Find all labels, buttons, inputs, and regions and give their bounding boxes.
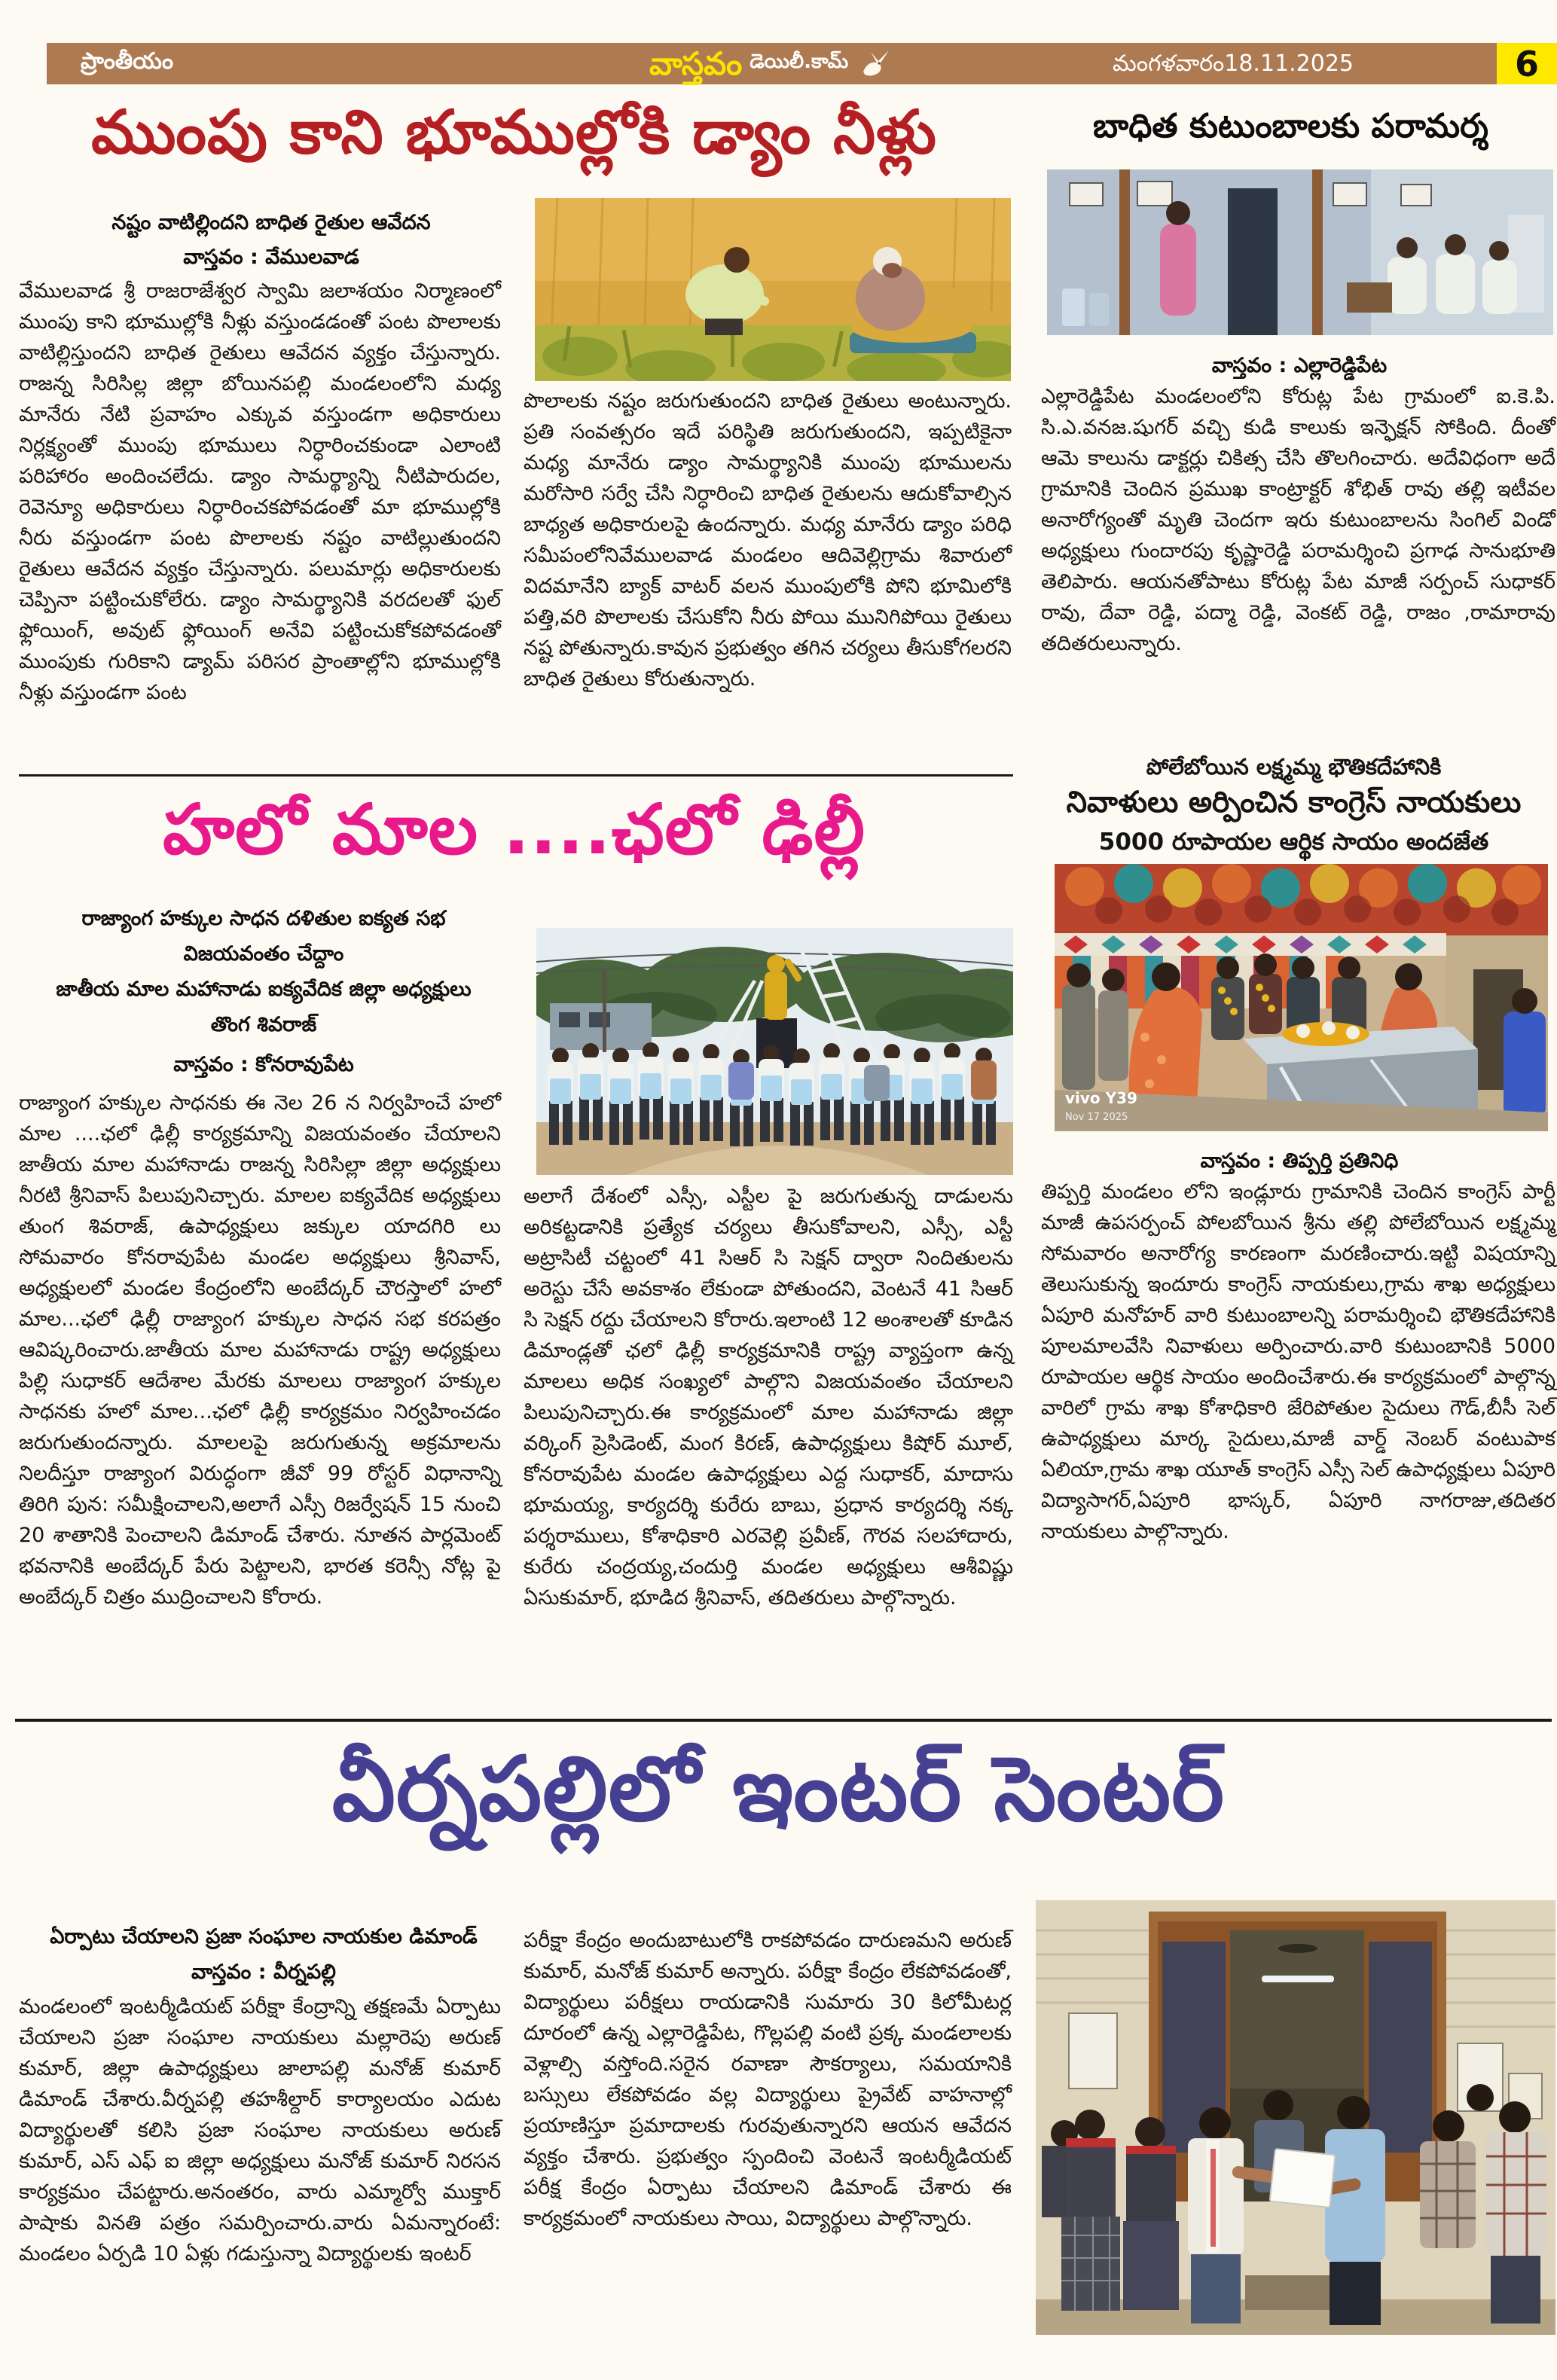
headline-condolence: బాధిత కుటుంబాలకు పరామర్శ <box>1093 107 1488 145</box>
subhead-chalo-4: తొంగ శివరాజ్ <box>210 1013 317 1036</box>
photo-watermark: vivo Y39 <box>1065 1089 1137 1107</box>
dateline-condolence: వాస్తవం : ఎల్లారెడ్డిపేట <box>1211 354 1388 377</box>
headline-inter-center: వీర్నపల్లిలో ఇంటర్ సెంటర్ <box>331 1737 1226 1841</box>
body-dam-water-col2: పొలాలకు నష్టం జరుగుతుందని బాధిత రైతులు అంటున్నారు. ప్రతి సంవత్సరం ఇదే పరిస్థితి జరుగుతుందని, ఇప్పటికైనా మధ్య మానేరు డ్యాం సామర్థ్యానికి ముంపు భూములను మరోసారి సర్వే చేసి నిర్ధారించి బాధిత రైతులను ఆదుకోవాల్సిన బాధ్యత అధికారులపై ఉందన్నారు. మధ్య మానేరు డ్యాం పరిధి సమీపంలోనివేములవాడ మండలం ఆదివెల్లిగ్రామ శివారులో విదమానేని బ్యాక్ వాటర్ వలన ముంపులోకి పోని భూమిలోకి పత్తి,వరి పొలాలకు చేసుకోని నీరు పోయి మునిగిపోయి రైతులు నష్ట పోతున్నారు.కావున ప్రభుత్వం తగిన చర్యలు తీసుకోగలరని బాధిత రైతులు కోరుతున్నారు. <box>524 389 1012 691</box>
dateline-inter: వాస్తవం : వీర్నపల్లి <box>191 1960 336 1984</box>
subhead-chalo-3: జాతీయ మాల మహానాడు ఐక్యవేదిక జిల్లా అధ్యక్షులు <box>56 978 472 1001</box>
body-tribute: తిప్పర్తి మండలం లోని ఇండ్లూరు గ్రామానికి చెందిన కాంగ్రెస్ పార్టీ మాజీ ఉపసర్పంచ్ పోలబోయిన శ్రీను తల్లి పోలేబోయిన లక్ష్మమ్మ సోమవారం అనారోగ్య కారణంగా మరణించారు.ఇట్టి విషయాన్ని తెలుసుకున్న ఇందూరు కాంగ్రెస్ నాయకులు,గ్రామ శాఖ అధ్యక్షులు ఏపూరి మనోహర్ వారి కుటుంబాలన్ని పరామర్శించి భౌతికదేహానికి పూలమాలవేసి నివాళులు అర్పించారు.వారి కుటుంబానికి 5000 రూపాయల ఆర్థిక సాయం అందించేశారు.ఈ కార్యక్రమంలో పాల్గొన్న వారిలో గ్రామ శాఖ కోశాధికారి జేరిపోతుల సైదులు గౌడ్,బీసీ సెల్ ఉపాధ్యక్షులు మార్క సైదులు,మాజీ వార్డ్ నెంబర్ వంటుపాక ఏలియా,గ్రామ శాఖ యూత్ కాంగ్రెస్ ఎస్సీ సెల్ ఉపాధ్యక్షులు ఏపూరి విద్యాసాగర్,ఏపూరి భాస్కర్, ఏపూరి నాగరాజు,తదితర నాయకులు పాల్గొన్నారు. <box>1041 1180 1555 1543</box>
dove-icon <box>856 46 892 82</box>
photo-ambedkar-statue-group <box>536 928 1013 1175</box>
subhead-tribute-3: 5000 రూపాయల ఆర్థిక సాయం అందజేత <box>1098 828 1489 856</box>
body-condolence: ఎల్లారెడ్డిపేట మండలంలోని కోరుట్ల పేట గ్రామంలో ఐ.కె.పి. సి.ఎ.వనజ.షుగర్ వచ్చి కుడి కాలుకు ఇన్ఫెక్షన్ సోకింది. దీంతో ఆమె కాలును డాక్టర్లు చికిత్స చేసి తొలగించారు. అదేవిధంగా అదే గ్రామానికి చెందిన ప్రముఖ కాంట్రాక్టర్ శోభిత్ రావు తల్లి ఇటీవల అనారోగ్యంతో మృతి చెందగా ఇరు కుటుంబాలను సింగిల్ విండో అధ్యక్షులు గుందారపు కృష్ణారెడ్డి పరామర్శించి ప్రగాఢ సానుభూతి తెలిపారు. ఆయనతోపాటు కోరుట్ల పేట మాజీ సర్పంచ్ సుధాకర్ రావు, దేవా రెడ్డి, పద్మా రెడ్డి, వెంకట్ రెడ్డి, రాజం ,రామారావు తదితరులున్నారు. <box>1041 385 1555 655</box>
brand-name: వాస్తవం <box>649 45 743 82</box>
section-label: ప్రాంతీయం <box>81 47 174 75</box>
body-chalo-col1: రాజ్యాంగ హక్కుల సాధనకు ఈ నెల 26 న నిర్వహించే హలో మాల ....ఛలో ఢిల్లీ కార్యక్రమాన్ని విజయవంతం చేయాలని జాతీయ మాల మహానాడు రాజన్న సిరిసిల్లా జిల్లా అధ్యక్షులు నీరటి శ్రీనివాస్ పిలుపునిచ్చారు. మాలల ఐక్యవేదిక అధ్యక్షులు తుంగ శివరాజ్, ఉపాధ్యక్షులు జక్కుల యాదగిరి లు సోమవారం కోనరావుపేట మండల అధ్యక్షులు శ్రీనివాస్, అధ్యక్షులలో మండల కేంద్రంలోని అంబేద్కర్ చౌరస్తాలో హలో మాల...ఛలో ఢిల్లీ రాజ్యాంగ హక్కుల సాధన సభ కరపత్రం ఆవిష్కరించారు.జాతీయ మాల మహానాడు రాష్ట్ర అధ్యక్షులు పిల్లి సుధాకర్ ఆదేశాల మేరకు మాలలు రాజ్యాంగ హక్కుల సాధనకు హలో మాల...ఛలో ఢిల్లీ కార్యక్రమం నిర్వహించడం జరుగుతుందన్నారు. మాలలపై జరుగుతున్న అక్రమాలను నిలదీస్తూ రాజ్యాంగ విరుద్ధంగా జీవో 99 రోస్టర్ విధానాన్ని తిరిగి పున: సమీక్షించాలని,అలాగే ఎస్సీ రిజర్వేషన్ 15 నుంచి 20 శాతానికి పెంచాలని డిమాండ్ చేశారు. నూతన పార్లమెంట్ భవనానికి అంబేద్కర్ పేరు పెట్టాలని, భారత కరెన్సీ నోట్ల పై అంబేద్కర్ చిత్రం ముద్రించాలని కోరారు. <box>19 1091 501 1609</box>
subhead-dam-water: నష్టం వాటిల్లిందని బాధిత రైతుల ఆవేదన <box>111 211 431 234</box>
section-rule-1 <box>19 774 1013 777</box>
headline-chalo-delhi: హలో మాల ....ఛలో ఢిల్లీ <box>163 789 866 870</box>
subhead-tribute-1: పోలేబోయిన లక్ష్మమ్మ భౌతికదేహానికి <box>1146 754 1442 780</box>
body-inter-col1: మండలంలో ఇంటర్మీడియట్ పరీక్షా కేంద్రాన్ని తక్షణమే ఏర్పాటు చేయాలని ప్రజా సంఘాల నాయకులు మల్లారెపు అరుణ్ కుమార్, జిల్లా ఉపాధ్యక్షులు జాలాపల్లి మనోజ్ కుమార్ డిమాండ్ చేశారు.వీర్నపల్లి తహశీల్దార్ కార్యాలయం ఎదుట విద్యార్థులతో కలిసి ప్రజా సంఘాల నాయకులు అరుణ్ కుమార్, ఎస్ ఎఫ్ ఐ జిల్లా అధ్యక్షులు మనోజ్ కుమార్ నిరసన కార్యక్రమం చేపట్టారు.అనంతరం, వారు ఎమ్మార్వో ముక్తార్ పాషాకు వినతి పత్రం సమర్పించారు.వారు ఏమన్నారంటే: మండలం ఏర్పడి 10 ఏళ్లు గడుస్తున్నా విద్యార్థులకు ఇంటర్ <box>19 1995 501 2266</box>
photo-memorandum-students <box>1036 1900 1555 2335</box>
headline-dam-water: ముంపు కాని భూముల్లోకి డ్యాం నీళ్లు <box>91 97 937 167</box>
subhead-chalo-2: విజయవంతం చేద్దాం <box>183 942 344 966</box>
photo-funeral-tent <box>1055 864 1548 1131</box>
dateline-chalo: వాస్తవం : కోనరావుపేట <box>173 1053 354 1076</box>
section-rule-2 <box>15 1719 1552 1722</box>
body-dam-water-col1: వేములవాడ శ్రీ రాజరాజేశ్వర స్వామి జలాశయం నిర్మాణంలో ముంపు కాని భూముల్లోకి నీళ్లు వస్తుండడంతో పంట పొలాలకు వాటిల్లిస్తుందని బాధిత రైతులు ఆవేదన వ్యక్తం చేస్తున్నారు. రాజన్న సిరిసిల్ల జిల్లా బోయినపల్లి మండలంలోని మధ్య మానేరు నేటి ప్రవాహం ఎక్కువ వస్తుండగా అధికారులు నిర్లక్ష్యంతో ముంపు భూములు నిర్ధారించకుండా ఎలాంటి పరిహారం అందించలేదు. డ్యాం సామర్థ్యాన్ని నీటిపారుదల, రెవెన్యూ అధికారులు నిర్ధారించకపోవడంతో మా భూముల్లోకి నీరు వస్తుండగా పంట పొలాలకు నష్టం వాటిల్లుతుందని రైతులు ఆవేదన వ్యక్తం చేస్తున్నారు. పలుమార్లు అధికారులకు చెప్పినా పట్టించుకోలేరు. డ్యాం సామర్థ్యానికి వరదలతో ఫుల్ ఫ్లోయింగ్, అవుట్ ఫ్లోయింగ్ అనేవి పట్టించుకోకపోవడంతో ముంపుకు గురికాని డ్యామ్ పరిసర ప్రాంతాల్లోని భూముల్లోకి నీళ్లు వస్తుండగా పంట <box>19 279 501 704</box>
edition-date: మంగళవారం18.11.2025 <box>1113 50 1354 77</box>
subhead-inter: ఏర్పాటు చేయాలని ప్రజా సంఘాల నాయకుల డిమాండ్ <box>50 1925 478 1948</box>
page-number-box <box>1497 43 1557 84</box>
body-chalo-col2: అలాగే దేశంలో ఎస్సీ, ఎస్టీల పై జరుగుతున్న దాడులను అరికట్టడానికి ప్రత్యేక చర్యలు తీసుకోవాలని, ఎస్సీ, ఎస్టీ అట్రాసిటీ చట్టంలో 41 సిఆర్ సి సెక్షన్ ద్వారా నిందితులను అరెస్టు చేసే అవకాశం లేకుండా పోతుందని, వెంటనే 41 సిఆర్ సి సెక్షన్ రద్దు చేయాలని కోరారు.ఇలాంటి 12 అంశాలతో కూడిన డిమాండ్లతో ఛలో ఢిల్లీ కార్యక్రమానికి రాష్ట్ర వ్యాప్తంగా ఉన్న మాలలు అధిక సంఖ్యలో పాల్గొని విజయవంతం చేయాలని పిలుపునిచ్చారు.ఈ కార్యక్రమంలో మాల మహానాడు జిల్లా వర్కింగ్ ప్రెసిడెంట్, మంగ కిరణ్, ఉపాధ్యక్షులు కిషోర్ మూల్, కోనరావుపేట మండల ఉపాధ్యక్షులు ఎద్ద సుధాకర్, మాదాసు భూమయ్య, కార్యదర్శి కురేరు బాబు, ప్రధాన కార్యదర్శి నక్క పర్శరాములు, కోశాధికారి ఎరవెల్లి ప్రవీణ్, గౌరవ సలహాదారు, కురేరు చంద్రయ్య,చందుర్తి మండల అధ్యక్షులు ఆశీవిష్ణు ఏసుకుమార్, భూడిద శ్రీనివాస్, తదితరులు పాల్గొన్నారు. <box>524 1185 1013 1610</box>
photo-paddy-field <box>535 198 1011 381</box>
body-inter-col2: పరీక్షా కేంద్రం అందుబాటులోకి రాకపోవడం దారుణమని అరుణ్ కుమార్, మనోజ్ కుమార్ అన్నారు. పరీక్షా కేంద్రం లేకపోవడంతో, విద్యార్థులు పరీక్షలు రాయడానికి సుమారు 30 కిలోమీటర్ల దూరంలో ఉన్న ఎల్లారెడ్డిపేట, గొల్లపల్లి వంటి ప్రక్క మండలాలకు వెళ్లాల్సి వస్తోంది.సరైన రవాణా సౌకర్యాలు, సమయానికి బస్సులు లేకపోవడం వల్ల విద్యార్థులు ప్రైవేట్ వాహనాల్లో ప్రయాణిస్తూ ప్రమాదాలకు గురవుతున్నారని ఆయన ఆవేదన వ్యక్తం చేశారు. ప్రభుత్వం స్పందించి వెంటనే ఇంటర్మీడియట్ పరీక్ష కేంద్రం ఏర్పాటు చేయాలని డిమాండ్ చేశారు ఈ కార్యక్రమంలో నాయకులు సాయి, విద్యార్థులు పాల్గొన్నారు. <box>524 1929 1012 2230</box>
memorandum-paper <box>1270 2149 1336 2208</box>
masthead-bar <box>47 43 1557 84</box>
photo-watermark-date: Nov 17 2025 <box>1065 1112 1128 1123</box>
photo-condolence-visit <box>1047 169 1553 335</box>
dateline-tribute: వాస్తవం : తిప్పర్తి ప్రతినిధి <box>1200 1149 1399 1173</box>
dateline-dam-water: వాస్తవం : వేములవాడ <box>183 246 359 269</box>
brand <box>649 43 892 84</box>
subhead-chalo-1: రాజ్యాంగ హక్కుల సాధన దళితుల ఐక్యత సభ <box>81 907 446 930</box>
page-number: 6 <box>1514 43 1539 84</box>
brand-suffix: డెయిలీ.కామ్ <box>749 50 849 73</box>
subhead-tribute-2: నివాళులు అర్పించిన కాంగ్రెస్ నాయకులు <box>1066 786 1522 819</box>
